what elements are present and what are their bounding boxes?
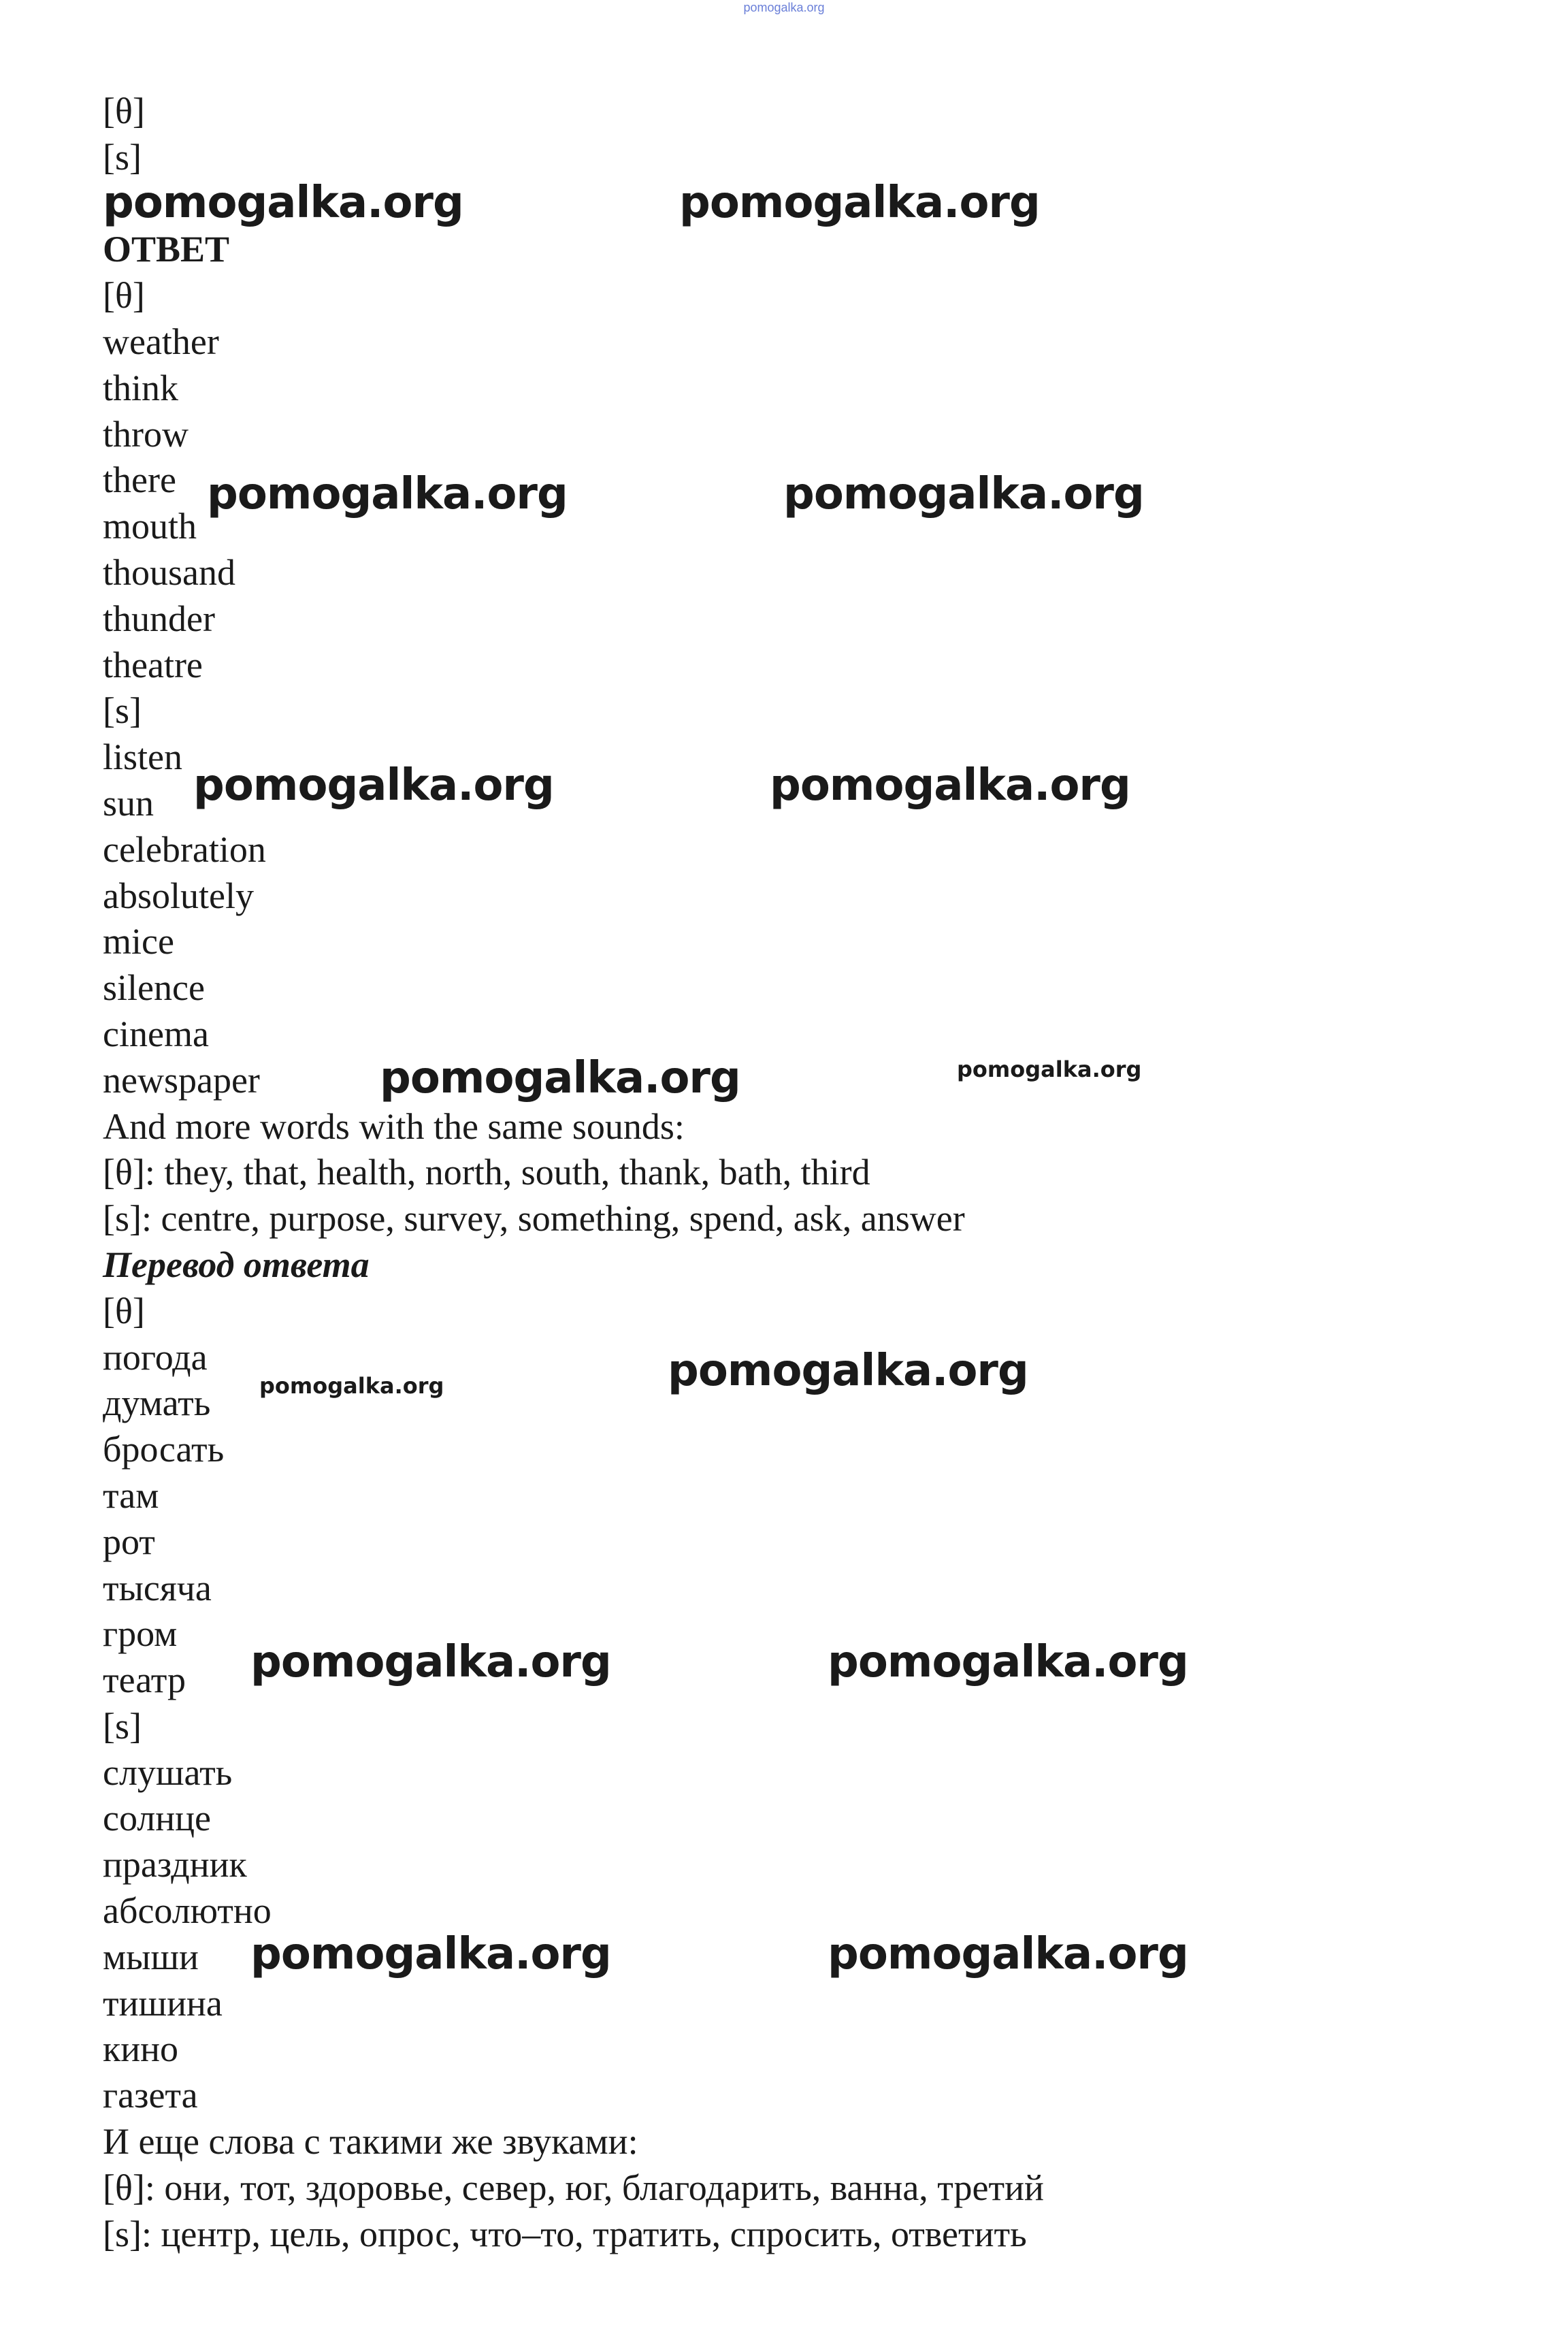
text-line: тишина — [103, 1982, 223, 2024]
watermark: pomogalka.org — [250, 1637, 611, 1687]
text-line: газета — [103, 2075, 198, 2116]
text-line: listen — [103, 736, 182, 778]
watermark: pomogalka.org — [783, 469, 1144, 519]
text-line: рот — [103, 1521, 155, 1562]
text-line: [s] — [103, 1705, 142, 1747]
text-line: mice — [103, 921, 174, 962]
text-line: thunder — [103, 598, 215, 639]
text-line: [s]: centre, purpose, survey, something, spend, ask, answer — [103, 1198, 965, 1240]
text-line: думать — [103, 1382, 211, 1424]
text-line: there — [103, 459, 176, 501]
watermark: pomogalka.org — [828, 1637, 1188, 1687]
text-line: [θ] — [103, 91, 145, 131]
header-watermark: pomogalka.org — [743, 1, 825, 14]
text-line: гром — [103, 1613, 178, 1655]
watermark: pomogalka.org — [207, 469, 568, 519]
text-line: погода — [103, 1336, 208, 1378]
text-line: И еще слова с такими же звуками: — [103, 2121, 638, 2163]
text-line: absolutely — [103, 875, 254, 916]
text-line: абсолютно — [103, 1890, 272, 1932]
watermark: pomogalka.org — [679, 178, 1040, 228]
watermark: pomogalka.org — [259, 1373, 444, 1399]
text-line: cinema — [103, 1013, 209, 1054]
watermark: pomogalka.org — [770, 760, 1130, 811]
answer-heading: ОТВЕТ — [103, 229, 230, 270]
text-line: [θ]: they, that, health, north, south, thank, bath, third — [103, 1152, 870, 1193]
text-line: weather — [103, 321, 219, 362]
text-line: mouth — [103, 506, 197, 547]
text-line: throw — [103, 413, 189, 455]
text-line: newspaper — [103, 1059, 260, 1101]
translation-heading: Перевод ответа — [103, 1244, 370, 1285]
watermark: pomogalka.org — [828, 1929, 1188, 1979]
text-line: And more words with the same sounds: — [103, 1105, 685, 1147]
text-line: тысяча — [103, 1567, 212, 1608]
watermark: pomogalka.org — [668, 1346, 1028, 1396]
text-line: silence — [103, 967, 205, 1009]
text-line: театр — [103, 1659, 186, 1701]
text-line: celebration — [103, 828, 266, 870]
text-line: think — [103, 367, 179, 408]
watermark: pomogalka.org — [380, 1053, 740, 1103]
text-line: sun — [103, 782, 154, 824]
text-line: thousand — [103, 551, 235, 593]
text-line: [s]: центр, цель, опрос, что–то, тратить, спросить, ответить — [103, 2213, 1027, 2254]
text-line: кино — [103, 2028, 179, 2070]
text-line: там — [103, 1474, 159, 1516]
text-line: праздник — [103, 1844, 247, 1885]
text-line: theatre — [103, 644, 203, 685]
text-line: слушать — [103, 1751, 233, 1793]
text-line: [θ]: они, тот, здоровье, север, юг, благодарить, ванна, третий — [103, 2167, 1044, 2208]
watermark: pomogalka.org — [957, 1056, 1142, 1082]
text-line: [θ] — [103, 1290, 145, 1331]
text-line: [θ] — [103, 275, 145, 317]
watermark: pomogalka.org — [103, 178, 463, 228]
text-line: бросать — [103, 1429, 225, 1470]
text-line: мыши — [103, 1936, 199, 1977]
text-line: [s] — [103, 136, 142, 178]
watermark: pomogalka.org — [250, 1929, 611, 1979]
text-line: [s] — [103, 690, 142, 732]
text-line: солнце — [103, 1798, 211, 1839]
watermark: pomogalka.org — [193, 760, 554, 811]
